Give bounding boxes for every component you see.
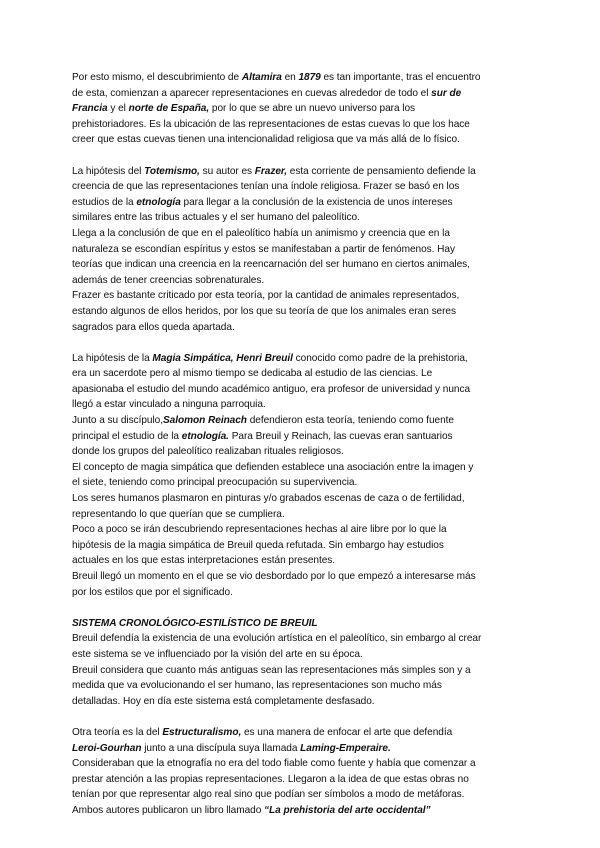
text-line xyxy=(72,725,528,741)
body-text: por los estilos que por el significado. xyxy=(72,586,233,598)
body-text: detalladas. Hoy en día este sistema está completamente desfasado. xyxy=(72,695,375,707)
body-text: Breuil considera que cuanto más antiguas sean las representaciones más simples son y a xyxy=(72,664,471,676)
text-line xyxy=(72,803,528,819)
body-text: hipótesis de la magia simpática de Breuil queda refutada. Sin embargo hay estudios xyxy=(72,539,444,551)
body-text: defendieron esta teoría, teniendo como fuente xyxy=(246,415,454,427)
emphasis-text: Frazer, xyxy=(254,165,287,177)
document-page xyxy=(72,70,528,834)
text-line xyxy=(72,242,528,258)
text-line xyxy=(72,631,528,647)
emphasis-text: Laming-Emperaire. xyxy=(300,742,391,754)
body-text: actuales en los que estas interpretaciones están presentes. xyxy=(72,555,336,567)
body-text: su autor es xyxy=(199,165,255,177)
text-line xyxy=(72,164,528,180)
body-text: de esta, comienzan a aparecer representaciones en cuevas alrededor de todo el xyxy=(72,87,432,99)
text-line xyxy=(72,210,528,226)
body-text: esta corriente de pensamiento defiende la xyxy=(287,165,476,177)
emphasis-text: norte de España, xyxy=(128,103,210,115)
body-text: en xyxy=(281,72,299,83)
emphasis-text: Altamira xyxy=(241,72,282,83)
text-line xyxy=(72,538,528,554)
body-text: prestar atención a las propias representaciones. Llegaron a la idea de que estas obras no xyxy=(72,773,469,785)
body-text: Ambos autores publicaron un libro llamado xyxy=(72,804,265,816)
emphasis-text: etnología. xyxy=(181,430,229,442)
emphasis-text: sur de xyxy=(431,87,462,99)
text-line xyxy=(72,756,528,772)
text-line xyxy=(72,741,528,757)
text-line xyxy=(72,772,528,788)
body-text: similares entre las tribus actuales y el ser humano del paleolítico. xyxy=(72,212,360,224)
text-line xyxy=(72,179,528,195)
text-line xyxy=(72,132,528,148)
body-text: principal el estudio de la xyxy=(72,430,182,442)
emphasis-text: “La prehistoria del arte occidental” xyxy=(264,804,431,816)
body-text: Los seres humanos plasmaron en pinturas y/o grabados escenas de caza o de fertilidad, xyxy=(72,493,465,505)
text-line xyxy=(72,787,528,803)
body-text: además de tener creencias sobrenaturales. xyxy=(72,274,265,286)
text-line xyxy=(72,444,528,460)
text-line xyxy=(72,86,528,102)
body-text: Junto a su discípulo, xyxy=(72,415,163,427)
paragraph-p1 xyxy=(72,70,528,148)
text-line xyxy=(72,257,528,273)
body-text: donde los grupos del paleolítico realizaban rituales religiosos. xyxy=(72,446,344,458)
body-text: es tan importante, tras el encuentro xyxy=(320,72,481,83)
text-line xyxy=(72,647,528,663)
text-line xyxy=(72,475,528,491)
text-line xyxy=(72,678,528,694)
body-text: Poco a poco se irán descubriendo representaciones hechas al aire libre por lo que la xyxy=(72,524,447,536)
emphasis-text: Totemismo, xyxy=(144,165,200,177)
emphasis-text: Salomon Reinach xyxy=(162,415,247,427)
body-text: estando algunos de ellos heridos, por los que su teoría de que los animales eran seres xyxy=(72,305,456,317)
text-line xyxy=(72,226,528,242)
body-text: estudios de la xyxy=(72,196,137,208)
text-line xyxy=(72,569,528,585)
text-line xyxy=(72,397,528,413)
body-text: representando lo que querían que se cumpliera. xyxy=(72,508,285,520)
text-line xyxy=(72,507,528,523)
text-line xyxy=(72,585,528,601)
text-line xyxy=(72,553,528,569)
text-line xyxy=(72,195,528,211)
text-line xyxy=(72,694,528,710)
body-text: prehistoriadores. Es la ubicación de las representaciones de estas cuevas lo que los hace xyxy=(72,118,470,130)
text-line xyxy=(72,429,528,445)
text-line xyxy=(72,351,528,367)
body-text: junto a una discípula suya llamada xyxy=(141,742,301,754)
body-text: Para Breuil y Reinach, las cuevas eran santuarios xyxy=(228,430,453,442)
body-text: sagrados para ellos queda apartada. xyxy=(72,321,235,333)
text-line xyxy=(72,413,528,429)
paragraph-p2 xyxy=(72,164,528,336)
body-text: Breuil defendía la existencia de una evolución artística en el paleolítico, sin embargo al crear xyxy=(72,633,482,645)
text-line xyxy=(72,320,528,336)
text-line xyxy=(72,663,528,679)
body-text: Llega a la conclusión de que en el paleolítico había un animismo y creencia que en la xyxy=(72,227,450,239)
emphasis-text: 1879 xyxy=(298,72,321,83)
body-text: creencia de que las representaciones tenían una índole religiosa. Frazer se basó en los xyxy=(72,181,460,193)
emphasis-text: Leroi-Gourhan xyxy=(72,742,142,754)
text-line xyxy=(72,366,528,382)
body-text: medida que va evolucionando el ser humano, las representaciones son mucho más xyxy=(72,680,442,692)
paragraph-p4 xyxy=(72,616,528,710)
body-text: apasionaba el estudio del mundo académico antiguo, era profesor de universidad y nunca xyxy=(72,383,471,395)
body-text: era un sacerdote pero al mismo tiempo se dedicaba al estudio de las ciencias. Le xyxy=(72,368,433,380)
body-text: Breuil llegó un momento en el que se vio desbordado por lo que empezó a interesarse más xyxy=(72,571,476,582)
text-line xyxy=(72,273,528,289)
body-text: Por esto mismo, el descubrimiento de xyxy=(72,72,242,83)
body-text: para llegar a la conclusión de la existencia de unos intereses xyxy=(180,196,453,208)
body-text: el siete, teniendo como principal preocupación su supervivencia. xyxy=(72,477,358,489)
text-line xyxy=(72,460,528,476)
body-text: conocido como padre de la prehistoria, xyxy=(292,352,468,364)
section-heading: SISTEMA CRONOLÓGICO-ESTILÍSTICO DE BREUIL xyxy=(72,617,318,629)
body-text: La hipótesis del xyxy=(72,165,145,177)
text-line xyxy=(72,117,528,133)
body-text: creer que estas cuevas tienen una intencionalidad religiosa que va más allá de lo físico. xyxy=(72,134,460,146)
body-text: Frazer es bastante criticado por esta teoría, por la cantidad de animales representados, xyxy=(72,290,460,302)
emphasis-text: Magia Simpática, Henri Breuil xyxy=(152,352,293,364)
emphasis-text: Francia xyxy=(72,103,108,115)
body-text: tenían por que representar algo real sino que podían ser símbolos a modo de metáforas. xyxy=(72,789,465,801)
text-line xyxy=(72,304,528,320)
body-text: Otra teoría es la del xyxy=(72,726,163,738)
text-line xyxy=(72,382,528,398)
emphasis-text: Estructuralismo, xyxy=(162,726,242,738)
body-text: El concepto de magia simpática que defienden establece una asociación entre la imagen y xyxy=(72,461,474,473)
body-text: Consideraban que la etnografía no era del todo fiable como fuente y había que comenzar a xyxy=(72,758,476,770)
body-text: es una manera de enfocar el arte que defendía xyxy=(241,726,453,738)
body-text: y el xyxy=(107,103,129,115)
body-text: La hipótesis de la xyxy=(72,352,153,364)
paragraph-p5 xyxy=(72,725,528,819)
body-text: naturaleza se escondían espíritus y estos se manifestaban a partir de fenómenos. Hay xyxy=(72,243,455,255)
paragraph-p3 xyxy=(72,351,528,601)
text-line xyxy=(72,522,528,538)
body-text: teorías que indican una creencia en la reencarnación del ser humano en ciertos animales, xyxy=(72,259,470,271)
emphasis-text: etnología xyxy=(136,196,181,208)
text-line xyxy=(72,288,528,304)
body-text: llegó a estar vinculado a ninguna parroquia. xyxy=(72,399,266,411)
text-line xyxy=(72,491,528,507)
body-text: por lo que se abre un nuevo universo para los xyxy=(209,103,416,115)
text-line xyxy=(72,70,528,86)
text-line xyxy=(72,101,528,117)
body-text: este sistema se ve influenciado por la visión del arte en su época. xyxy=(72,648,363,660)
